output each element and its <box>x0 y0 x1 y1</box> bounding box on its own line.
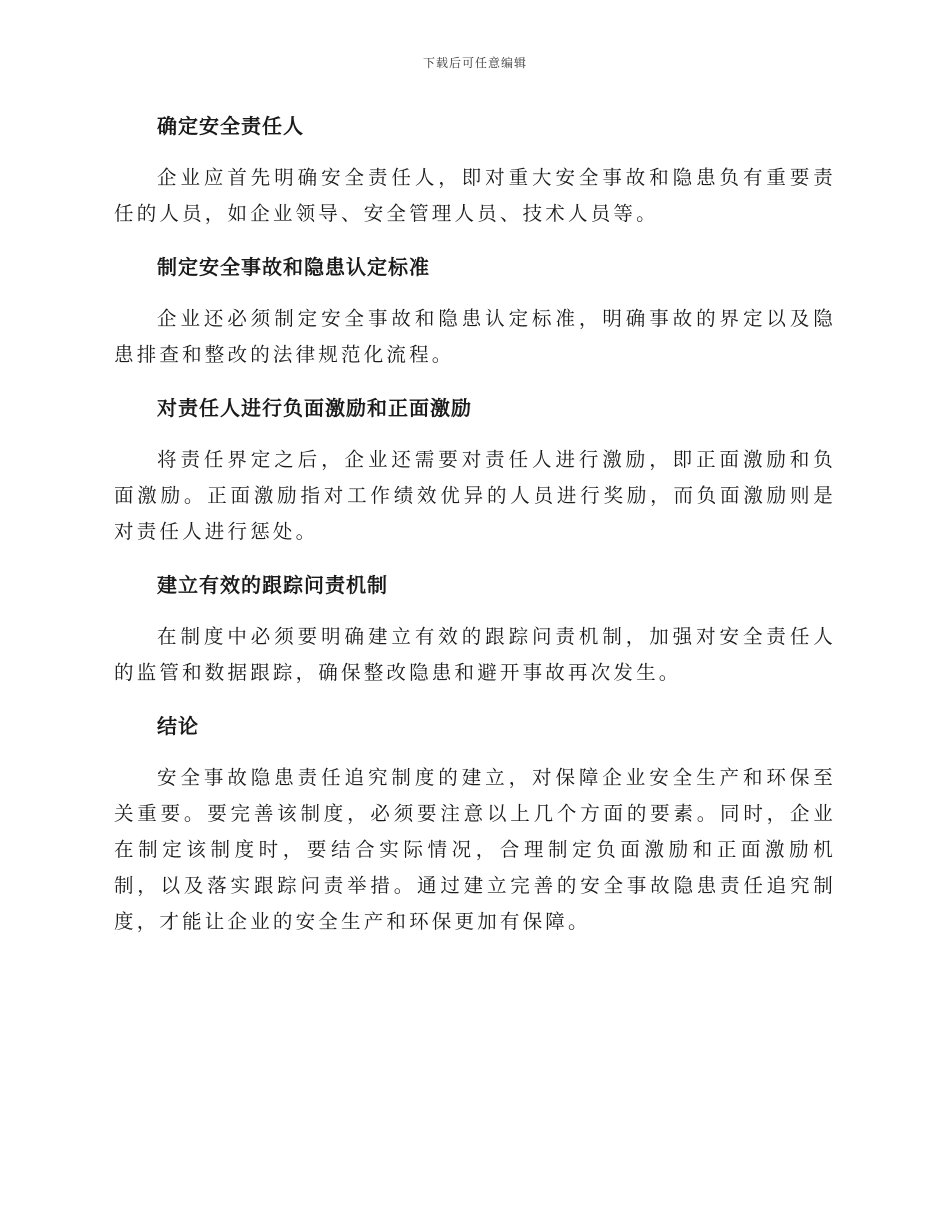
section-heading: 建立有效的跟踪问责机制 <box>157 573 388 597</box>
section-accountability <box>114 567 836 708</box>
section-heading: 对责任人进行负面激励和正面激励 <box>157 396 472 420</box>
section-standards <box>114 249 836 390</box>
section-heading: 确定安全责任人 <box>157 114 304 138</box>
document-body <box>114 108 836 940</box>
section-paragraph: 将责任界定之后，企业还需要对责任人进行激励，即正面激励和负面激励。正面激励指对工作绩效优异的人员进行奖励，而负面激励则是对责任人进行惩处。 <box>114 448 836 543</box>
section-incentives <box>114 390 836 567</box>
section-paragraph: 安全事故隐患责任追究制度的建立，对保障企业安全生产和环保至关重要。要完善该制度，必须要注意以上几个方面的要素。同时，企业在制定该制度时，要结合实际情况，合理制定负面激励和正面激励机制，以及落实跟踪问责举措。通过建立完善的安全事故隐患责任追究制度，才能让企业的安全生产和环保更加有保障。 <box>114 766 836 933</box>
section-heading: 制定安全事故和隐患认定标准 <box>157 255 430 279</box>
page-header: 下载后可任意编辑 <box>422 56 527 70</box>
section-responsible-person <box>114 108 836 249</box>
section-paragraph: 企业应首先明确安全责任人，即对重大安全事故和隐患负有重要责任的人员，如企业领导、安全管理人员、技术人员等。 <box>114 166 836 225</box>
section-paragraph: 在制度中必须要明确建立有效的跟踪问责机制，加强对安全责任人的监管和数据跟踪，确保整改隐患和避开事故再次发生。 <box>114 625 836 684</box>
section-heading: 结论 <box>157 714 199 738</box>
section-paragraph: 企业还必须制定安全事故和隐患认定标准，明确事故的界定以及隐患排查和整改的法律规范化流程。 <box>114 307 836 366</box>
section-conclusion <box>114 708 836 940</box>
